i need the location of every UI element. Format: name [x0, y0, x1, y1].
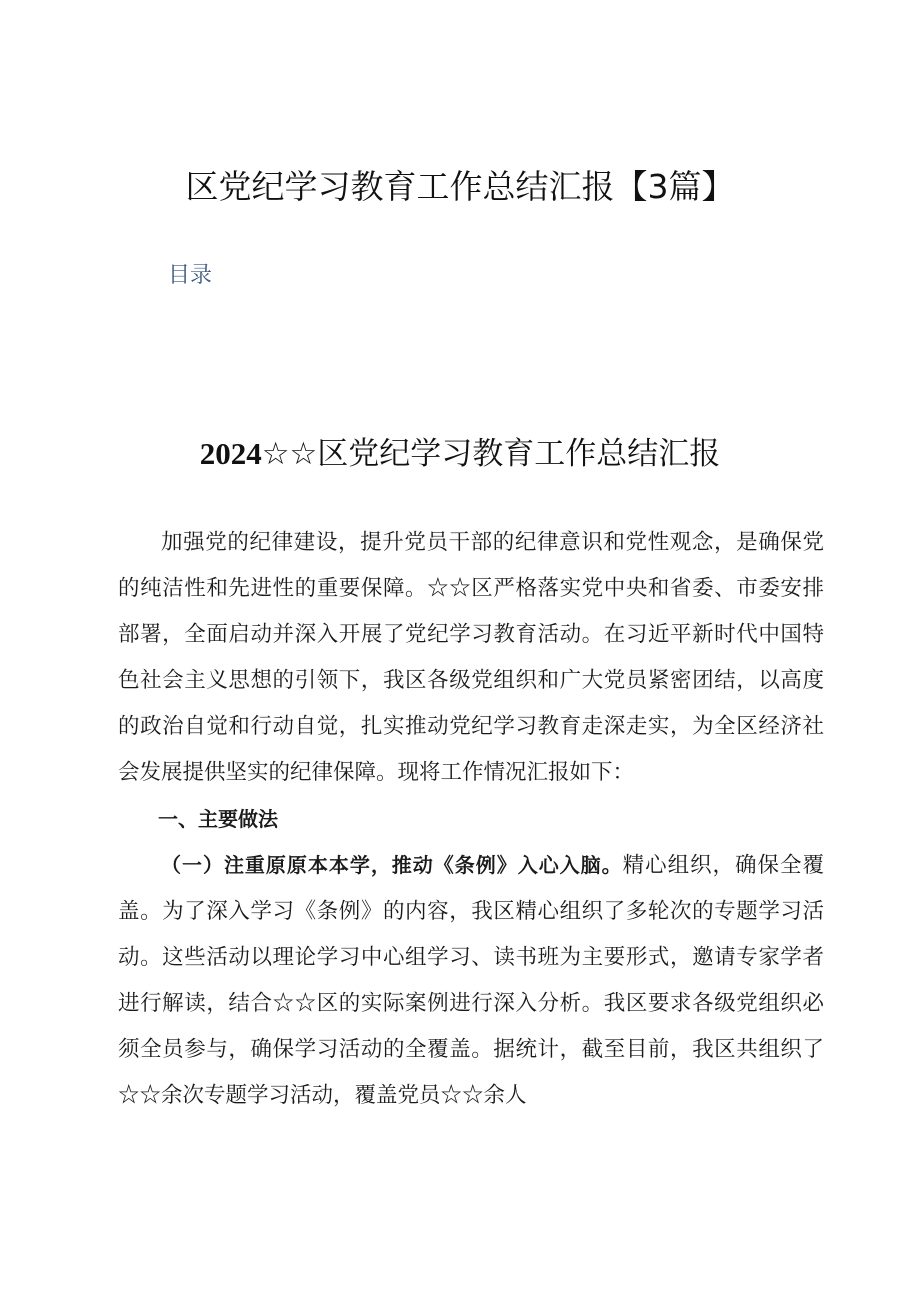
body-text: [118, 520, 824, 1119]
section-title-text: ☆☆区党纪学习教育工作总结汇报: [261, 436, 721, 472]
subsection-1-paragraph: [118, 842, 824, 1119]
toc-link[interactable]: 目录: [168, 263, 213, 288]
section-title-year: 2024: [199, 436, 262, 471]
document-title: 区党纪学习教育工作总结汇报【3篇】: [185, 167, 735, 206]
section-title: [0, 432, 920, 476]
subsection-1-lead: （一）注重原原本本学，推动《条例》入心入脑。: [161, 853, 623, 877]
subsection-1-body: 精心组织，确保全覆盖。为了深入学习《条例》的内容，我区精心组织了多轮次的专题学习活动。这些活动以理论学习中心组学习、读书班为主要形式，邀请专家学者进行解读，结合☆☆区的实际案例进行深入分析。我区要求各级党组织必须全员参与，确保学习活动的全覆盖。据统计，截至目前，我区共组织了☆☆余次专题学习活动，覆盖党员☆☆余人: [118, 853, 824, 1108]
intro-paragraph: 加强党的纪律建设，提升党员干部的纪律意识和党性观念，是确保党的纯洁性和先进性的重要保障。☆☆区严格落实党中央和省委、市委安排部署，全面启动并深入开展了党纪学习教育活动。在习近平新时代中国特色社会主义思想的引领下，我区各级党组织和广大党员紧密团结，以高度的政治自觉和行动自觉，扎实推动党纪学习教育走深走实，为全区经济社会发展提供坚实的纪律保障。现将工作情况汇报如下：: [118, 530, 824, 785]
heading-main-practices: 一、主要做法: [158, 807, 278, 831]
